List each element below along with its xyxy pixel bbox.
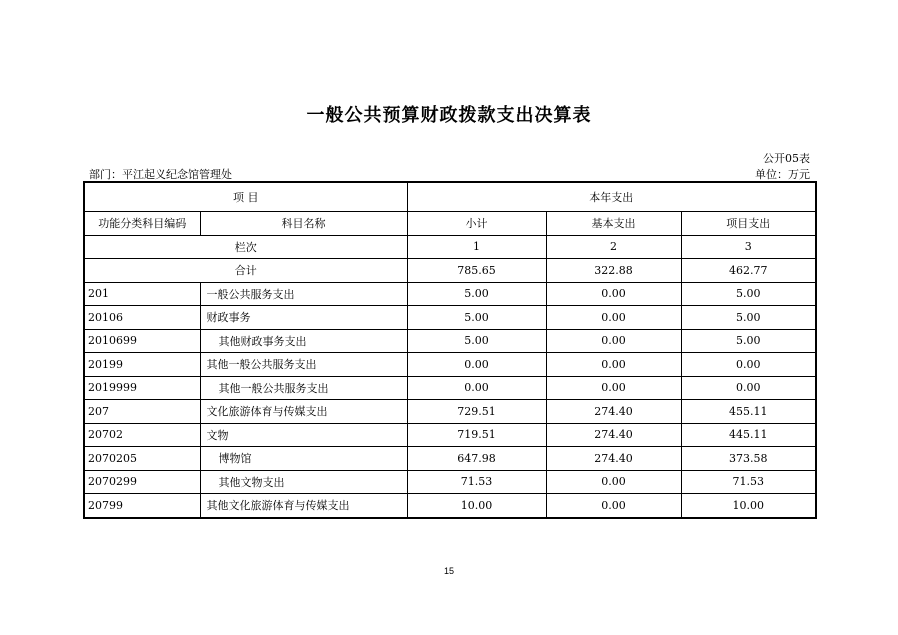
header-col2: 2 bbox=[546, 235, 681, 259]
row-project: 445.11 bbox=[681, 423, 816, 447]
row-basic: 0.00 bbox=[546, 470, 681, 494]
row-name: 其他文化旅游体育与传媒支出 bbox=[200, 494, 407, 518]
page-title: 一般公共预算财政拨款支出决算表 bbox=[306, 105, 592, 126]
table-row bbox=[84, 423, 816, 447]
row-code: 2010699 bbox=[84, 329, 200, 353]
row-project: 5.00 bbox=[681, 306, 816, 330]
row-code: 20799 bbox=[84, 494, 200, 518]
row-basic: 0.00 bbox=[546, 282, 681, 306]
row-code: 2070205 bbox=[84, 447, 200, 471]
table-row bbox=[84, 353, 816, 377]
row-basic: 0.00 bbox=[546, 353, 681, 377]
header-col1: 1 bbox=[407, 235, 546, 259]
row-subtotal: 5.00 bbox=[407, 306, 546, 330]
header-name: 科目名称 bbox=[200, 212, 407, 236]
row-subtotal: 729.51 bbox=[407, 400, 546, 424]
row-subtotal: 647.98 bbox=[407, 447, 546, 471]
header-code: 功能分类科目编码 bbox=[84, 212, 200, 236]
row-project: 5.00 bbox=[681, 329, 816, 353]
header-column-no: 栏次 bbox=[84, 235, 407, 259]
table-row bbox=[84, 376, 816, 400]
row-subtotal: 719.51 bbox=[407, 423, 546, 447]
header-basic: 基本支出 bbox=[546, 212, 681, 236]
total-project: 462.77 bbox=[681, 259, 816, 283]
row-code: 2019999 bbox=[84, 376, 200, 400]
row-basic: 0.00 bbox=[546, 376, 681, 400]
row-subtotal: 5.00 bbox=[407, 329, 546, 353]
header-subtotal: 小计 bbox=[407, 212, 546, 236]
total-basic: 322.88 bbox=[546, 259, 681, 283]
row-name: 文物 bbox=[200, 423, 407, 447]
row-basic: 274.40 bbox=[546, 447, 681, 471]
row-code: 20199 bbox=[84, 353, 200, 377]
table-row bbox=[84, 494, 816, 518]
row-project: 373.58 bbox=[681, 447, 816, 471]
row-name: 其他一般公共服务支出 bbox=[200, 376, 407, 400]
row-basic: 274.40 bbox=[546, 423, 681, 447]
row-basic: 0.00 bbox=[546, 306, 681, 330]
row-code: 20106 bbox=[84, 306, 200, 330]
row-name: 一般公共服务支出 bbox=[200, 282, 407, 306]
row-project: 5.00 bbox=[681, 282, 816, 306]
row-basic: 0.00 bbox=[546, 494, 681, 518]
row-code: 20702 bbox=[84, 423, 200, 447]
row-project: 0.00 bbox=[681, 376, 816, 400]
header-current-year: 本年支出 bbox=[407, 182, 816, 212]
row-subtotal: 0.00 bbox=[407, 353, 546, 377]
row-code: 201 bbox=[84, 282, 200, 306]
row-subtotal: 71.53 bbox=[407, 470, 546, 494]
row-project: 10.00 bbox=[681, 494, 816, 518]
row-name: 其他一般公共服务支出 bbox=[200, 353, 407, 377]
form-number: 公开05表 bbox=[763, 152, 810, 165]
row-project: 71.53 bbox=[681, 470, 816, 494]
unit-label: 单位：万元 bbox=[755, 168, 810, 181]
table-row bbox=[84, 470, 816, 494]
total-row bbox=[84, 259, 816, 283]
page-number: 15 bbox=[443, 566, 454, 576]
row-subtotal: 10.00 bbox=[407, 494, 546, 518]
row-name: 其他财政事务支出 bbox=[200, 329, 407, 353]
row-name: 财政事务 bbox=[200, 306, 407, 330]
total-label: 合计 bbox=[84, 259, 407, 283]
row-basic: 0.00 bbox=[546, 329, 681, 353]
table-row bbox=[84, 306, 816, 330]
row-project: 0.00 bbox=[681, 353, 816, 377]
row-basic: 274.40 bbox=[546, 400, 681, 424]
table-row bbox=[84, 400, 816, 424]
row-project: 455.11 bbox=[681, 400, 816, 424]
expenditure-table bbox=[83, 181, 817, 519]
row-name: 博物馆 bbox=[200, 447, 407, 471]
header-row-2 bbox=[84, 212, 816, 236]
row-subtotal: 5.00 bbox=[407, 282, 546, 306]
department-label: 部门：平江起义纪念馆管理处 bbox=[89, 168, 232, 181]
table-row bbox=[84, 447, 816, 471]
row-name: 其他文物支出 bbox=[200, 470, 407, 494]
header-col3: 3 bbox=[681, 235, 816, 259]
header-row-3 bbox=[84, 235, 816, 259]
row-subtotal: 0.00 bbox=[407, 376, 546, 400]
header-row-1 bbox=[84, 182, 816, 212]
total-subtotal: 785.65 bbox=[407, 259, 546, 283]
row-code: 207 bbox=[84, 400, 200, 424]
row-name: 文化旅游体育与传媒支出 bbox=[200, 400, 407, 424]
row-code: 2070299 bbox=[84, 470, 200, 494]
table-row bbox=[84, 329, 816, 353]
header-item: 项 目 bbox=[84, 182, 407, 212]
header-project: 项目支出 bbox=[681, 212, 816, 236]
table-row bbox=[84, 282, 816, 306]
